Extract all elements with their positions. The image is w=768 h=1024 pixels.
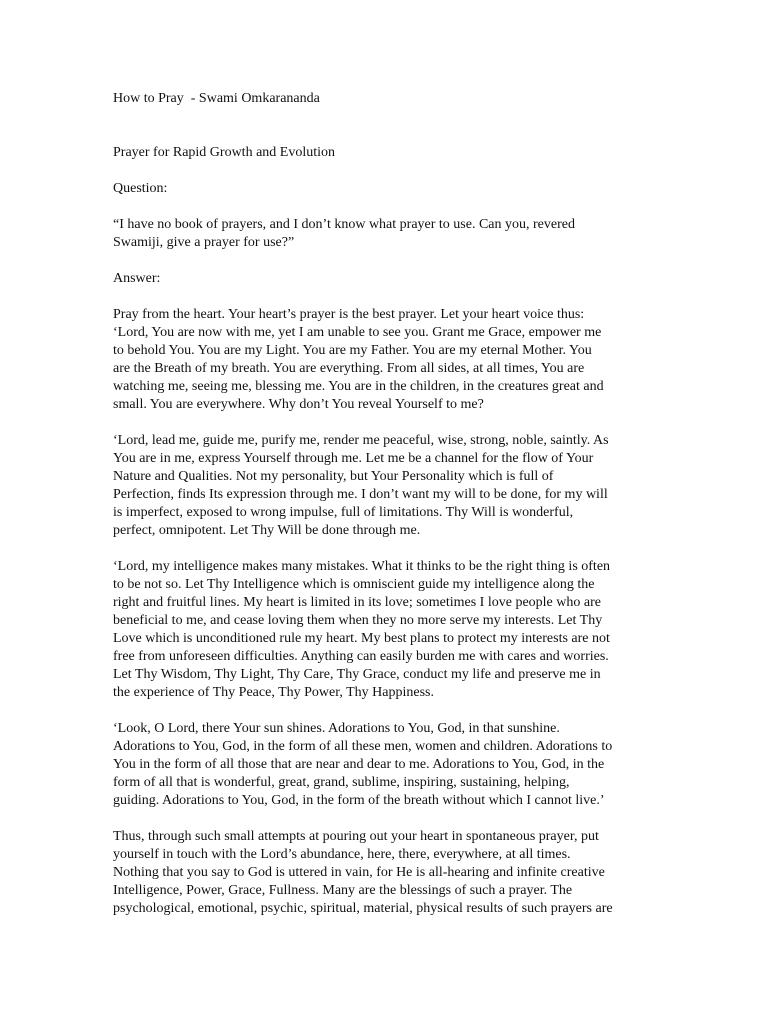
document-title: How to Pray - Swami Omkarananda (113, 91, 320, 106)
answer-paragraph-3 (113, 558, 661, 702)
question-label: Question: (113, 181, 168, 196)
text-line: beneficial to me, and cease loving them when they no more serve my interests. Let Thy (113, 613, 603, 628)
text-line: yourself in touch with the Lord’s abundance, here, there, everywhere, at all times. (113, 847, 571, 862)
text-line: Intelligence, Power, Grace, Fullness. Many are the blessings of such a prayer. The (113, 883, 573, 898)
answer-paragraph-2 (113, 432, 661, 540)
answer-paragraph-1 (113, 306, 661, 414)
question-text (113, 216, 661, 252)
document-body (113, 90, 661, 936)
answer-paragraph-5 (113, 828, 661, 918)
text-line: Love which is unconditioned rule my heart. My best plans to protect my interests are not (113, 631, 610, 646)
text-line: free from unforeseen difficulties. Anything can easily burden me with cares and worries. (113, 649, 609, 664)
text-line: ‘Look, O Lord, there Your sun shines. Adorations to You, God, in that sunshine. (113, 721, 560, 736)
document-subtitle: Prayer for Rapid Growth and Evolution (113, 145, 336, 160)
text-line: perfect, omnipotent. Let Thy Will be done through me. (113, 523, 421, 538)
text-line: Thus, through such small attempts at pouring out your heart in spontaneous prayer, put (113, 829, 599, 844)
answer-label: Answer: (113, 271, 161, 286)
text-line: Let Thy Wisdom, Thy Light, Thy Care, Thy Grace, conduct my life and preserve me in (113, 667, 601, 682)
question-line: “I have no book of prayers, and I don’t know what prayer to use. Can you, revered (113, 217, 575, 232)
text-line: Adorations to You, God, in the form of all these men, women and children. Adorations to (113, 739, 613, 754)
text-line: psychological, emotional, psychic, spiritual, material, physical results of such prayers are (113, 901, 613, 916)
text-line: ‘Lord, lead me, guide me, purify me, render me peaceful, wise, strong, noble, saintly. As (113, 433, 609, 448)
text-line: Pray from the heart. Your heart’s prayer is the best prayer. Let your heart voice thus: (113, 307, 585, 322)
question-line: Swamiji, give a prayer for use?” (113, 235, 295, 250)
text-line: is imperfect, exposed to wrong impulse, full of limitations. Thy Will is wonderful, (113, 505, 574, 520)
text-line: to behold You. You are my Light. You are my Father. You are my eternal Mother. You (113, 343, 592, 358)
answer-paragraph-4 (113, 720, 661, 810)
text-line: form of all that is wonderful, great, grand, sublime, inspiring, sustaining, helping, (113, 775, 570, 790)
text-line: the experience of Thy Peace, Thy Power, Thy Happiness. (113, 685, 434, 700)
text-line: You are in me, express Yourself through me. Let me be a channel for the flow of Your (113, 451, 594, 466)
text-line: Nothing that you say to God is uttered in vain, for He is all-hearing and infinite creative (113, 865, 605, 880)
text-line: You in the form of all those that are near and dear to me. Adorations to You, God, in the (113, 757, 605, 772)
text-line: right and fruitful lines. My heart is limited in its love; sometimes I love people who are (113, 595, 601, 610)
text-line: to be not so. Let Thy Intelligence which is omniscient guide my intelligence along the (113, 577, 595, 592)
text-line: small. You are everywhere. Why don’t You reveal Yourself to me? (113, 397, 484, 412)
text-line: Perfection, finds Its expression through me. I don’t want my will to be done, for my will (113, 487, 608, 502)
text-line: are the Breath of my breath. You are everything. From all sides, at all times, You are (113, 361, 585, 376)
text-line: Nature and Qualities. Not my personality, but Your Personality which is full of (113, 469, 554, 484)
text-line: watching me, seeing me, blessing me. You are in the children, in the creatures great and (113, 379, 604, 394)
text-line: guiding. Adorations to You, God, in the form of the breath without which I cannot live.’ (113, 793, 605, 808)
text-line: ‘Lord, my intelligence makes many mistakes. What it thinks to be the right thing is often (113, 559, 611, 574)
text-line: ‘Lord, You are now with me, yet I am unable to see you. Grant me Grace, empower me (113, 325, 602, 340)
